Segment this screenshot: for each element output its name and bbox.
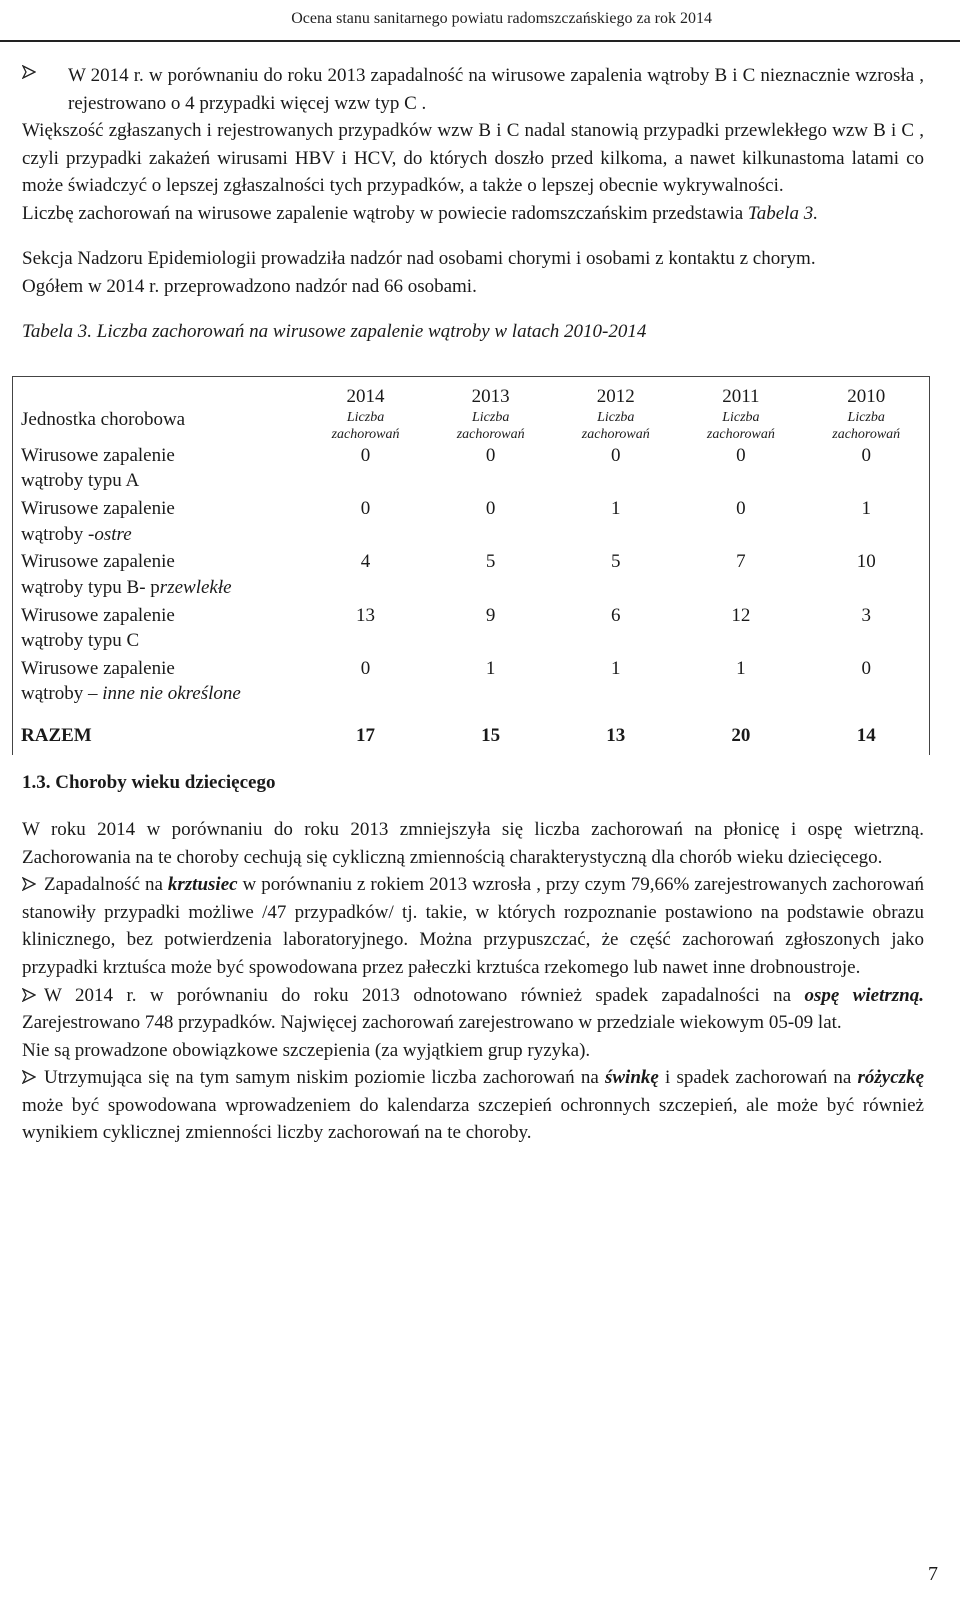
subheader-count: Liczba zachorowań bbox=[832, 410, 901, 442]
cell-value: 0 bbox=[485, 497, 496, 519]
cell-value: 7 bbox=[736, 551, 746, 573]
cell-value: 0 bbox=[861, 444, 871, 466]
table-total-row bbox=[13, 709, 930, 755]
subheader-count: Liczba zachorowań bbox=[581, 410, 650, 442]
bullet-mumps-rubella: Utrzymująca się na tym samym niskim poziomie liczba zachorowań na świnkę i spadek zachorowań na różyczkę może być spowodowana wprowadzeniem do kalendarza szczepień ochronnych szczepień, ale może być również wynikiem cyklicznej zmienności liczby zachorowań na te choroby. bbox=[22, 1067, 924, 1144]
arrow-bullet-icon bbox=[22, 983, 36, 997]
paragraph-text: Liczbę zachorowań na wirusowe zapalenie wątroby w powiecie radomszczańskim przedstawia bbox=[22, 202, 748, 224]
row-label: Wirusowe zapalenie wątroby – inne nie określone bbox=[21, 657, 241, 705]
page-content bbox=[22, 62, 924, 1147]
cell-value: 0 bbox=[360, 444, 371, 466]
row-label: Wirusowe zapalenie wątroby -ostre bbox=[21, 497, 175, 545]
page-header bbox=[0, 0, 960, 42]
cell-value: 0 bbox=[360, 497, 371, 519]
cell-value: 0 bbox=[736, 444, 746, 466]
cell-value: 3 bbox=[861, 604, 871, 626]
subheader-count: Liczba zachorowań bbox=[706, 410, 775, 442]
cell-value: 0 bbox=[861, 657, 871, 679]
arrow-bullet-icon bbox=[22, 1065, 36, 1079]
cell-value: 1 bbox=[485, 657, 496, 679]
cell-value: 12 bbox=[731, 604, 751, 626]
year-header: 2013 bbox=[471, 385, 510, 407]
section-title: 1.3. Choroby wieku dziecięcego bbox=[22, 771, 276, 793]
year-header: 2010 bbox=[847, 385, 886, 407]
cell-value: 4 bbox=[360, 551, 371, 573]
paragraph-supervision: Sekcja Nadzoru Epidemiologii prowadziła nadzór nad osobami chorymi i osobami z kontaktu z chorym. bbox=[22, 248, 816, 270]
table-row bbox=[13, 443, 930, 496]
cell-value: 10 bbox=[856, 551, 876, 573]
bullet-chickenpox: W 2014 r. w porównaniu do roku 2013 odnotowano również spadek zapadalności na ospę wietrzną. Zarejestrowano 748 przypadków. Najwięcej zachorowań zarejestrowano w przedziale wiekowym 05-09 lat. bbox=[22, 984, 924, 1034]
table-header-label: Jednostka chorobowa bbox=[21, 409, 186, 431]
bullet-text: W 2014 r. w porównaniu do roku 2013 zapadalność na wirusowe zapalenia wątroby B i C nieznacznie wzrosła , rejestrowano o 4 przypadki więcej wzw typ C . bbox=[68, 65, 924, 114]
hepatitis-table bbox=[12, 376, 930, 755]
table-caption: Tabela 3. Liczba zachorowań na wirusowe zapalenie wątroby w latach 2010-2014 bbox=[22, 321, 647, 343]
total-label: RAZEM bbox=[21, 725, 92, 747]
paragraph-supervision-total: Ogółem w 2014 r. przeprowadzono nadzór nad 66 osobami. bbox=[22, 275, 477, 297]
row-label: Wirusowe zapalenie wątroby typu C bbox=[21, 604, 175, 652]
table-row bbox=[13, 656, 930, 709]
table-row bbox=[13, 496, 930, 549]
year-header: 2014 bbox=[346, 385, 385, 407]
cell-value: 0 bbox=[736, 497, 746, 519]
table-row bbox=[13, 549, 930, 602]
arrow-bullet-icon bbox=[22, 872, 36, 886]
page-number: 7 bbox=[928, 1563, 938, 1585]
paragraph-vaccinations: Nie są prowadzone obowiązkowe szczepienia (za wyjątkiem grup ryzyka). bbox=[22, 1039, 591, 1061]
table-reference: Tabela 3. bbox=[747, 202, 818, 224]
subheader-count: Liczba zachorowań bbox=[456, 410, 525, 442]
cell-value: 0 bbox=[360, 657, 371, 679]
cell-value: 1 bbox=[611, 497, 621, 519]
cell-value: 13 bbox=[356, 604, 376, 626]
total-value: 20 bbox=[731, 725, 751, 747]
cell-value: 5 bbox=[485, 551, 496, 573]
paragraph-childhood-diseases: W roku 2014 w porównaniu do roku 2013 zmniejszyła się liczba zachorowań na płonicę i ospę wietrzną. Zachorowania na te choroby cechują się cykliczną zmiennością charakterystyczną dla chorób wieku dziecięcego. bbox=[22, 819, 924, 868]
paragraph-chronic-cases: Większość zgłaszanych i rejestrowanych przypadków wzw B i C nadal stanowią przypadki przewlekłego wzw B i C , czyli przypadki zakażeń wirusami HBV i HCV, do których doszło przed kilkoma, a nawet kilkunastoma latami co może świadczyć o lepszej zgłaszalności tych przypadków, a także o lepszej obecnie wykrywalności. bbox=[22, 120, 924, 197]
row-label: Wirusowe zapalenie wątroby typu B- przewlekłe bbox=[21, 551, 232, 598]
cell-value: 5 bbox=[611, 551, 621, 573]
cell-value: 1 bbox=[861, 497, 871, 519]
subheader-count: Liczba zachorowań bbox=[331, 410, 400, 442]
cell-value: 0 bbox=[485, 444, 496, 466]
arrow-bullet-icon bbox=[22, 65, 36, 79]
table-row bbox=[13, 603, 930, 656]
bullet-hepatitis-trend bbox=[22, 62, 924, 117]
bullet-pertussis: Zapadalność na krztusiec w porównaniu z rokiem 2013 wzrosła , przy czym 79,66% zarejestrowanych zachorowań stanowiły przypadki możliwe /47 przypadków/ tj. takie, w których rozpoznanie postawiono na podstawie obrazu klinicznego, bez potwierdzenia laboratoryjnego. Można przypuszczać, że część zachorowań zgłoszonych jako przypadki krztuśca może być spowodowana przez pałeczki krztuśca rzekomego lub nawet inne drobnoustroje. bbox=[22, 874, 924, 978]
total-value: 13 bbox=[606, 725, 626, 747]
row-label: Wirusowe zapalenie wątroby typu A bbox=[21, 444, 175, 492]
cell-value: 1 bbox=[736, 657, 746, 679]
total-value: 14 bbox=[856, 725, 876, 747]
cell-value: 9 bbox=[485, 604, 496, 626]
year-header: 2012 bbox=[596, 385, 635, 407]
paragraph-table-reference bbox=[22, 200, 924, 228]
cell-value: 1 bbox=[611, 657, 621, 679]
cell-value: 0 bbox=[611, 444, 621, 466]
header-title: Ocena stanu sanitarnego powiatu radomszczańskiego za rok 2014 bbox=[291, 10, 712, 27]
total-value: 17 bbox=[356, 725, 376, 747]
cell-value: 6 bbox=[611, 604, 621, 626]
year-header: 2011 bbox=[722, 385, 760, 407]
total-value: 15 bbox=[481, 725, 501, 747]
